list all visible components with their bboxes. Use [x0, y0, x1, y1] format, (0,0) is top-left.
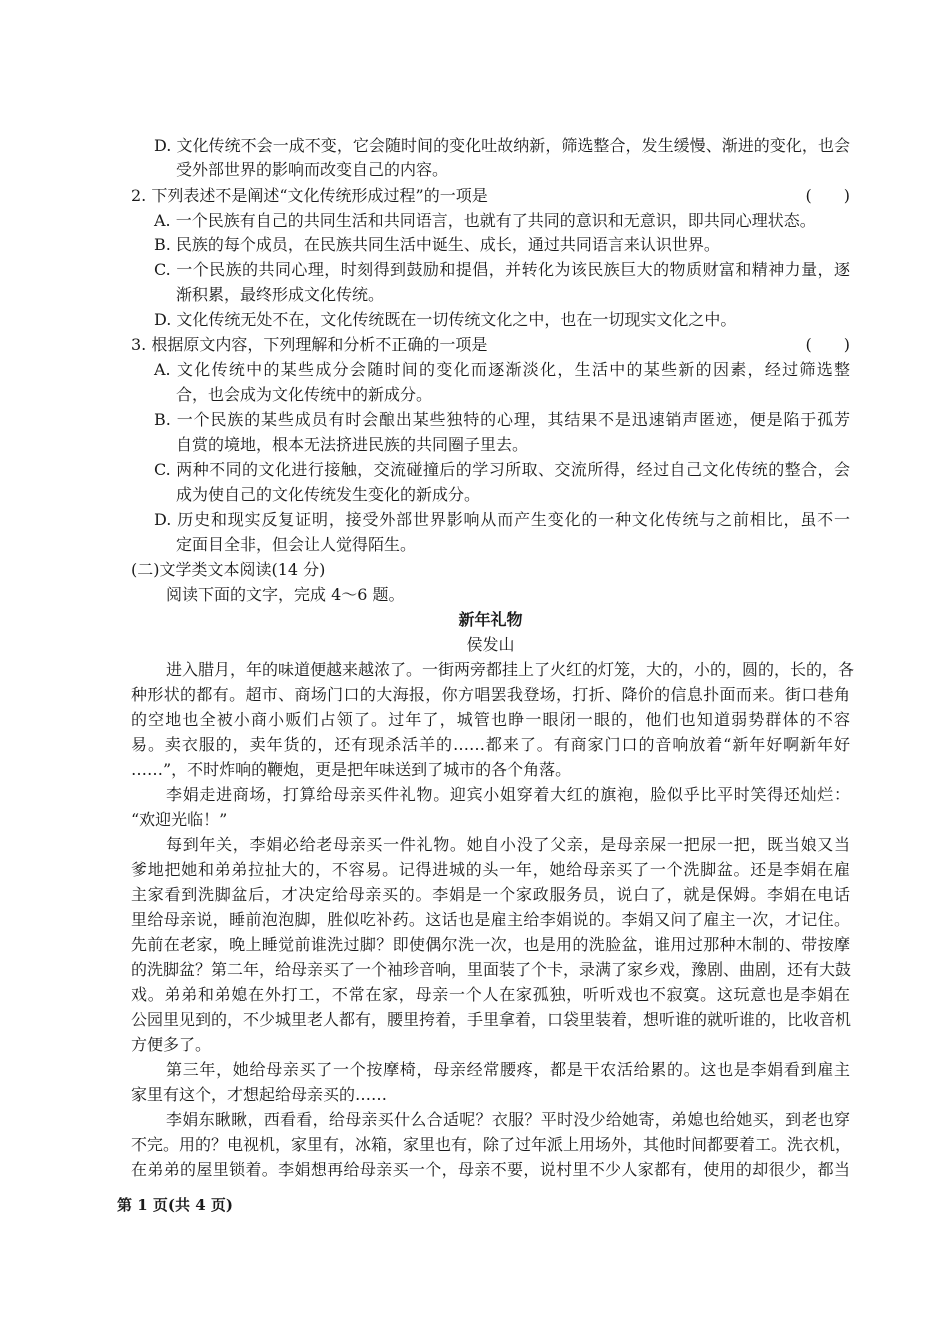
- story-line: 不完。用的？电视机，家里有，冰箱，家里也有，除了过年派上用场外，其他时间都要着工。洗衣机，: [131, 1135, 852, 1154]
- story-line: 的洗脚盆？第二年，给母亲买了一个袖珍音响，里面装了个卡，录满了家乡戏，豫剧、曲剧，还有大鼓: [131, 960, 852, 979]
- q3-option-b-line1: B. 一个民族的某些成员有时会酿出某些独特的心理，其结果不是迅速销声匿迹，便是陷于孤芳: [154, 410, 850, 429]
- q2-option-b: B. 民族的每个成员，在民族共同生活中诞生、成长，通过共同语言来认识世界。: [154, 235, 720, 254]
- section-instruction: 阅读下面的文字，完成 4～6 题。: [166, 585, 405, 604]
- story-line: 易。卖衣服的，卖年货的，还有现杀活羊的……都来了。有商家门口的音响放着“新年好啊新年好: [131, 735, 850, 754]
- story-line: 先前在老家，晚上睡觉前谁洗过脚？即使偶尔洗一次，也是用的洗脸盆，谁用过那种木制的、带按摩: [131, 935, 850, 954]
- q3-answer-paren: ( ): [805, 335, 850, 354]
- story-line: 戏。弟弟和弟媳在外打工，不常在家，母亲一个人在家孤独，听听戏也不寂寞。这玩意也是李娟在: [131, 985, 850, 1004]
- q2-stem-text: 2. 下列表述不是阐述“文化传统形成过程”的一项是: [131, 186, 488, 205]
- story-line: 家里有这个，才想起给母亲买的……: [131, 1085, 388, 1104]
- q3-option-b-line2: 自赏的境地，根本无法挤进民族的共同圈子里去。: [176, 435, 529, 454]
- q3-option-a-line2: 合，也会成为文化传统中的新成分。: [176, 385, 433, 404]
- story-line: 方便多了。: [131, 1035, 212, 1054]
- q3-stem: [131, 333, 850, 357]
- q1-option-d-line2: 受外部世界的影响而改变自己的内容。: [176, 160, 449, 179]
- story-line: 每到年关，李娟必给老母亲买一件礼物。她自小没了父亲，是母亲屎一把尿一把，既当娘又当: [166, 835, 850, 854]
- story-line: 种形状的都有。超市、商场门口的大海报，你方唱罢我登场，打折、降价的信息扑面而来。街口巷角: [131, 685, 850, 704]
- story-author: 侯发山: [466, 635, 515, 654]
- story-title: 新年礼物: [458, 610, 523, 629]
- story-line: 进入腊月，年的味道便越来越浓了。一街两旁都挂上了火红的灯笼，大的，小的，圆的，长的，各: [166, 660, 855, 679]
- q2-answer-paren: ( ): [805, 186, 850, 205]
- story-line: ……”，不时炸响的鞭炮，更是把年味送到了城市的各个角落。: [131, 760, 572, 779]
- q1-option-d-line1: D. 文化传统不会一成不变，它会随时间的变化吐故纳新，筛选整合，发生缓慢、渐进的变化，也会: [154, 136, 850, 155]
- q2-stem: [131, 184, 850, 208]
- q3-stem-text: 3. 根据原文内容，下列理解和分析不正确的一项是: [131, 335, 488, 354]
- story-line: 在弟弟的屋里锁着。李娟想再给母亲买一个，母亲不要，说村里不少人家都有，使用的却很少，都当: [131, 1160, 850, 1179]
- q3-option-d-line1: D. 历史和现实反复证明，接受外部世界影响从而产生变化的一种文化传统与之前相比，虽不一: [154, 510, 850, 529]
- story-line: 主家看到洗脚盆后，才决定给母亲买的。李娟是一个家政服务员，说白了，就是保姆。李娟在电话: [131, 885, 850, 904]
- story-line: 爹地把她和弟弟拉扯大的，不容易。记得进城的头一年，她给母亲买了一个洗脚盆。还是李娟在雇: [131, 860, 850, 879]
- story-line: 李娟走进商场，打算给母亲买件礼物。迎宾小姐穿着大红的旗袍，脸似乎比平时笑得还灿烂：: [166, 785, 850, 804]
- story-line: 李娟东瞅瞅，西看看，给母亲买什么合适呢？衣服？平时没少给她寄，弟媳也给她买，到老也穿: [166, 1110, 850, 1129]
- q2-option-c-line1: C. 一个民族的共同心理，时刻得到鼓励和提倡，并转化为该民族巨大的物质财富和精神力量，逐: [154, 260, 850, 279]
- q2-option-d: D. 文化传统无处不在，文化传统既在一切传统文化之中，也在一切现实文化之中。: [154, 310, 737, 329]
- story-line: “欢迎光临！”: [131, 810, 228, 829]
- q3-option-c-line2: 成为使自己的文化传统发生变化的新成分。: [176, 485, 481, 504]
- q3-option-a-line1: A. 文化传统中的某些成分会随时间的变化而逐渐淡化，生活中的某些新的因素，经过筛选整: [154, 360, 850, 379]
- section-heading: (二)文学类文本阅读(14 分): [131, 560, 326, 579]
- q2-option-a: A. 一个民族有自己的共同生活和共同语言，也就有了共同的意识和无意识，即共同心理状态。: [154, 211, 816, 230]
- story-line: 第三年，她给母亲买了一个按摩椅，母亲经常腰疼，都是干农活给累的。这也是李娟看到雇主: [166, 1060, 850, 1079]
- q2-option-c-line2: 渐积累，最终形成文化传统。: [176, 285, 385, 304]
- q3-option-c-line1: C. 两种不同的文化进行接触，交流碰撞后的学习所取、交流所得，经过自己文化传统的整合，会: [154, 460, 850, 479]
- story-line: 里给母亲说，睡前泡泡脚，胜似吃补药。这话也是雇主给李娟说的。李娟又问了雇主一次，才记住。: [131, 910, 850, 929]
- story-line: 公园里见到的，不少城里老人都有，腰里挎着，手里拿着，口袋里装着，想听谁的就听谁的，比收音机: [131, 1010, 852, 1029]
- story-line: 的空地也全被小商小贩们占领了。过年了，城管也睁一眼闭一眼的，他们也知道弱势群体的不容: [131, 710, 850, 729]
- q3-option-d-line2: 定面目全非，但会让人觉得陌生。: [176, 535, 417, 554]
- page-footer: 第 1 页(共 4 页): [117, 1196, 233, 1214]
